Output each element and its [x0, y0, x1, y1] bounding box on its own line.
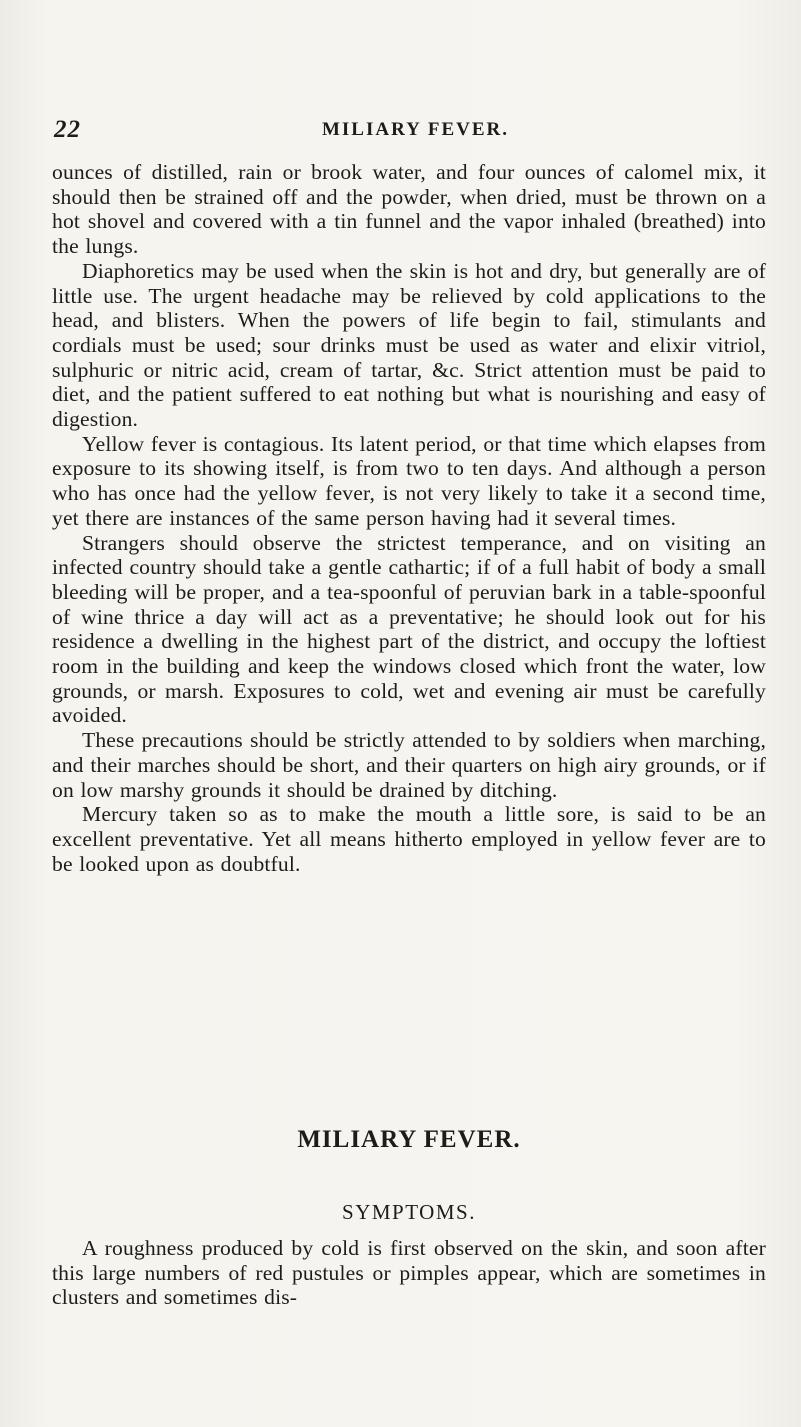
section-subtitle: SYMPTOMS.: [342, 1200, 476, 1224]
paragraph-contagion: Yellow fever is contagious. Its latent period, or that time which elapses from exposure to its showing itself, is from two to ten days. And although a person who has once had the yellow fever, is not very likely to take it a second time, yet there are instances of the same person having had it several times.: [52, 431, 766, 530]
paragraph-soldiers: These precautions should be strictly attended to by soldiers when marching, and their marches should be short, and their quarters on high airy grounds, or if on low marshy grounds it should be drained by ditching.: [52, 728, 766, 802]
running-title: MILIARY FEVER.: [321, 119, 510, 140]
page-number: 22: [54, 116, 81, 143]
paragraph-strangers: Strangers should observe the strictest temperance, and on visiting an infected country should take a gentle cathartic; if of a full habit of body a small bleeding will be proper, and a tea-spoonful of peruvian bark in a table-spoonful of wine thrice a day will act as a preventative; he should look out for his residence a dwelling in the highest part of the district, and occupy the loftiest room in the building and keep the windows closed which front the water, low grounds, or marsh. Exposures to cold, wet and evening air must be carefully avoided.: [52, 530, 766, 728]
paragraph-diaphoretics: Diaphoretics may be used when the skin is hot and dry, but generally are of little use. The urgent headache may be relieved by cold applications to the head, and blisters. When the powers of life begin to fail, stimulants and cordials must be used; sour drinks must be used as water and elixir vitriol, sulphuric or nitric acid, cream of tartar, &c. Strict attention must be paid to diet, and the patient suffered to eat nothing but what is nourishing and easy of digestion.: [52, 258, 766, 432]
running-head: [52, 116, 749, 146]
section-title: MILIARY FEVER.: [297, 1126, 521, 1153]
section-body: [52, 1236, 766, 1310]
paragraph-mercury: Mercury taken so as to make the mouth a little sore, is said to be an excellent preventative. Yet all means hitherto employed in yellow fever are to be looked upon as doubtful.: [52, 802, 766, 876]
paragraph-continuation: ounces of distilled, rain or brook water, and four ounces of calomel mix, it should then be strained off and the powder, when dried, must be thrown on a hot shovel and covered with a tin funnel and the vapor inhaled (breathed) into the lungs.: [52, 160, 766, 259]
paragraph-symptoms: A roughness produced by cold is first observed on the skin, and soon after this large numbers of red pustules or pimples appear, which are sometimes in clusters and sometimes dis-: [52, 1236, 766, 1310]
body-text: [52, 160, 766, 876]
